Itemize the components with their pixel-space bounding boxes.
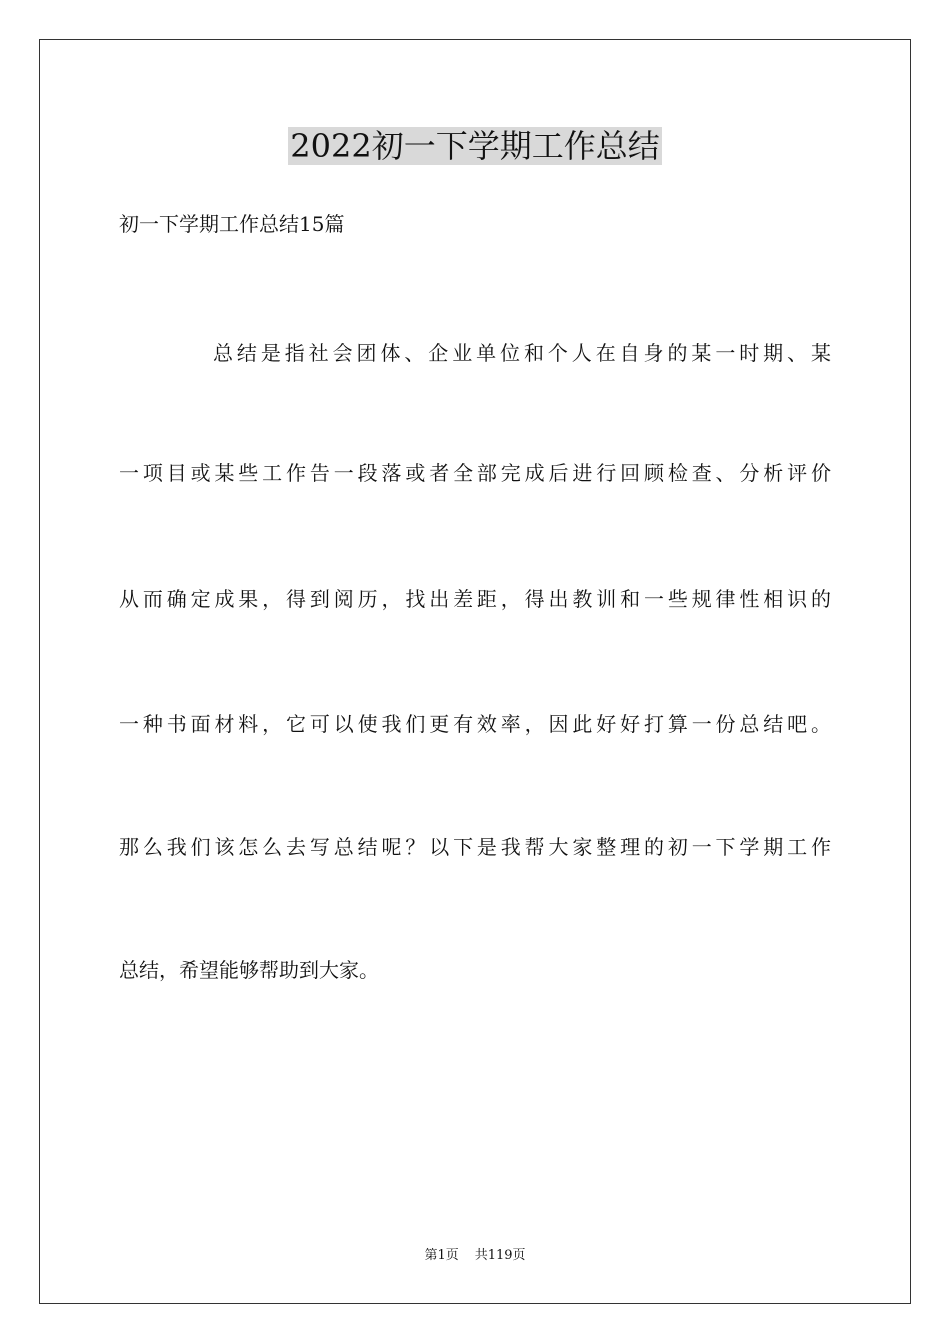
paragraph-line: 总结，希望能够帮助到大家。	[119, 958, 379, 982]
paragraph-line: 一种书面材料，它可以使我们更有效率，因此好好打算一份总结吧。	[119, 712, 831, 736]
paragraph-line: 那么我们该怎么去写总结呢？以下是我帮大家整理的初一下学期工作	[119, 835, 831, 859]
paragraph-line: 从而确定成果，得到阅历，找出差距，得出教训和一些规律性相识的	[119, 587, 831, 611]
paragraph-line: 总结是指社会团体、企业单位和个人在自身的某一时期、某	[213, 341, 831, 365]
document-title-text: 2022初一下学期工作总结	[290, 127, 660, 165]
page-footer	[0, 1247, 950, 1265]
page-number: 第1页	[424, 1248, 459, 1263]
total-pages: 共119页	[474, 1248, 526, 1263]
document-title	[0, 124, 950, 168]
document-subtitle: 初一下学期工作总结15篇	[119, 212, 345, 236]
paragraph-line: 一项目或某些工作告一段落或者全部完成后进行回顾检查、分析评价	[119, 461, 831, 485]
